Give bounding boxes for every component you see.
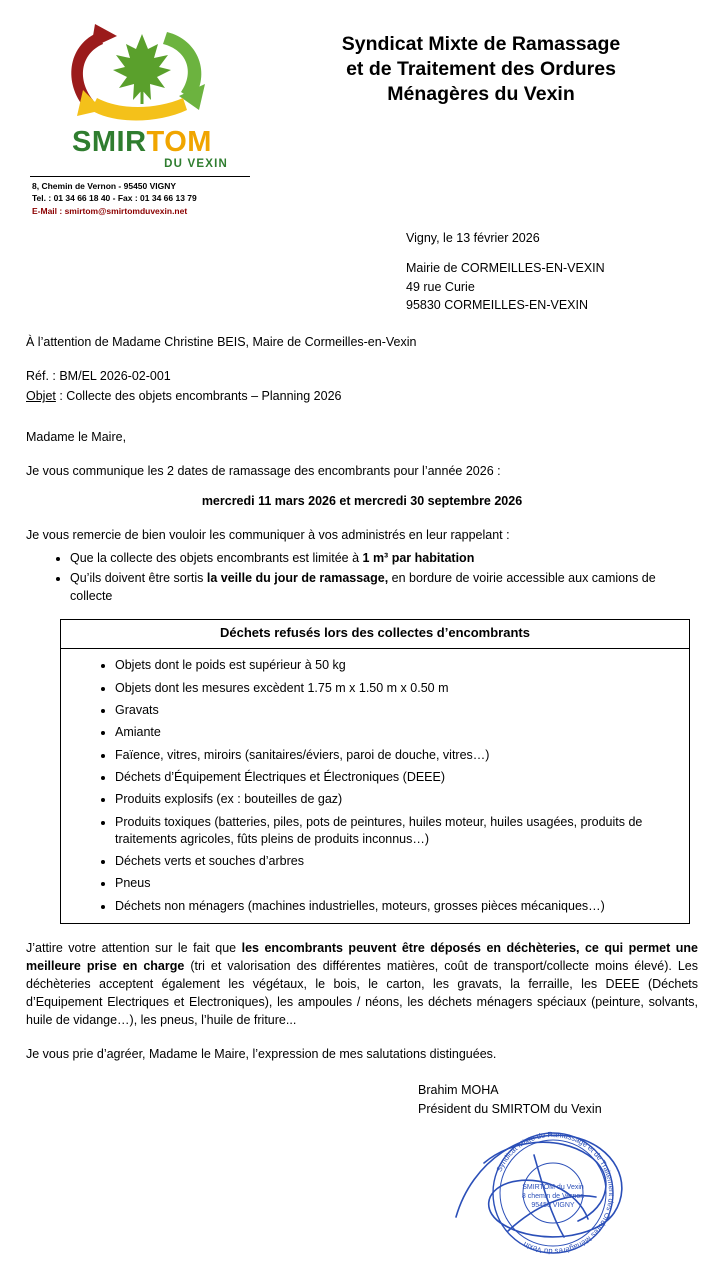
title-line-3: Ménagères du Vexin <box>387 82 575 105</box>
closing-paragraph: Je vous prie d’agréer, Madame le Maire, l’expression de mes salutations distinguées. <box>26 1047 497 1062</box>
recipient-line-2: 49 rue Curie <box>406 279 475 294</box>
object-line <box>26 387 698 405</box>
attention-line: À l’attention de Madame Christine BEIS, Maire de Cormeilles-en-Vexin <box>26 335 417 350</box>
svg-text:SMIRTOM du Vexin: SMIRTOM du Vexin <box>522 1183 584 1191</box>
svg-text:8 chemin de Vernon: 8 chemin de Vernon <box>521 1192 585 1200</box>
recipient-line-1: Mairie de CORMEILLES-EN-VEXIN <box>406 260 605 275</box>
object-value: : Collecte des objets encombrants – Planning 2026 <box>55 389 342 404</box>
letterhead <box>0 0 724 217</box>
page-title <box>264 32 698 107</box>
maple-leaf-icon <box>113 34 171 104</box>
title-line-2: et de Traitement des Ordures <box>346 57 616 80</box>
city-date: Vigny, le 13 février 2026 <box>406 230 540 245</box>
attention-post: (tri et valorisation des différentes matières, coût de transport/collecte moins élevé). Les déchèteries acceptent également les végétaux, le bois, le carton, les gravats, la ferraille, les DEEE (Déchets d’Equipement Electriques et Electroniques), les ampoules / néons, les déchets ménagers spéciaux (peinture, solvants, huile de vidange…), les pneus, l’huile de friture... <box>26 958 698 1028</box>
recipient-line-3: 95830 CORMEILLES-EN-VEXIN <box>406 298 589 313</box>
reference-line: Réf. : BM/EL 2026-02-001 <box>26 369 171 384</box>
signer-title: Président du SMIRTOM du Vexin <box>418 1102 602 1117</box>
list-item: • Amiante <box>115 724 689 741</box>
reminder-intro: Je vous remercie de bien vouloir les communiquer à vos administrés en leur rappelant : <box>26 527 510 542</box>
attention-bold: les encombrants peuvent être déposés en déchèteries, ce qui permet une meilleure prise en charge <box>26 940 698 973</box>
reminder-1-post: en bordure de voirie accessible aux camions de collecte <box>70 570 656 603</box>
title-line-1: Syndicat Mixte de Ramassage <box>341 33 621 55</box>
list-item: • Produits toxiques (batteries, piles, pots de peintures, huiles moteur, huiles usagées, produits de traitements agricoles, fûts pleins de produits inconnus…) <box>115 814 689 848</box>
reminder-0-bold: 1 m³ par habitation <box>362 551 475 566</box>
stamp-area <box>418 1119 698 1269</box>
logo-wordmark <box>26 128 258 157</box>
refused-waste-title: Déchets refusés lors des collectes d’encombrants <box>61 620 689 649</box>
recycling-arrows-icon <box>47 18 237 126</box>
dates-highlight: mercredi 11 mars 2026 et mercredi 30 septembre 2026 <box>201 493 523 508</box>
reminder-list <box>26 550 698 605</box>
intro-paragraph: Je vous communique les 2 dates de ramassage des encombrants pour l’année 2026 : <box>26 463 501 478</box>
logo-word-smir: SMIR <box>72 126 147 158</box>
reminder-1-pre: Qu’ils doivent être sortis <box>70 570 207 585</box>
list-item: • Produits explosifs (ex : bouteilles de gaz) <box>115 791 689 808</box>
logo-address: 8, Chemin de Vernon - 95450 VIGNY <box>32 181 177 191</box>
object-label: Objet <box>26 389 56 404</box>
list-item: • Pneus <box>115 875 689 892</box>
svg-text:95450 VIGNY: 95450 VIGNY <box>531 1201 575 1209</box>
logo-subtitle: DU VEXIN <box>164 158 228 170</box>
logo-divider <box>30 176 250 177</box>
reminder-0-pre: Que la collecte des objets encombrants est limitée à <box>70 551 363 566</box>
official-stamp <box>438 1121 668 1266</box>
signer-name: Brahim MOHA <box>418 1083 499 1098</box>
list-item: • Faïence, vitres, miroirs (sanitaires/éviers, paroi de douche, vitres…) <box>115 747 689 764</box>
address-area <box>0 217 724 315</box>
recipient-address <box>406 259 698 315</box>
list-item: • Objets dont le poids est supérieur à 50 kg <box>115 657 689 674</box>
salutation: Madame le Maire, <box>26 429 127 444</box>
refused-waste-box <box>60 619 690 923</box>
attention-paragraph <box>26 939 698 1030</box>
list-item <box>70 570 698 606</box>
list-item <box>70 550 698 568</box>
logo-block <box>26 18 258 217</box>
logo-word-tom: TOM <box>146 126 212 158</box>
list-item: • Objets dont les mesures excèdent 1.75 m x 1.50 m x 0.50 m <box>115 680 689 697</box>
attention-pre: J’attire votre attention sur le fait que <box>26 940 242 955</box>
reminder-1-bold: la veille du jour de ramassage, <box>206 570 389 585</box>
logo-email: E-Mail : smirtom@smirtomduvexin.net <box>32 205 188 216</box>
logo-phone: Tel. : 01 34 66 18 40 - Fax : 01 34 66 13 79 <box>32 193 197 204</box>
signature-block <box>418 1081 698 1119</box>
list-item: • Gravats <box>115 702 689 719</box>
svg-text:Syndicat Mixte de Ramassage et: Syndicat Mixte de Ramassage et de Traitement des Ordures Ménagères du Vexin <box>494 1129 617 1256</box>
title-block <box>258 18 698 107</box>
list-item: • Déchets verts et souches d’arbres <box>115 853 689 870</box>
list-item: • Déchets non ménagers (machines industrielles, moteurs, grosses pièces mécaniques…) <box>115 898 689 915</box>
list-item: • Déchets d’Équipement Électriques et Électroniques (DEEE) <box>115 769 689 786</box>
refused-waste-list <box>61 657 689 915</box>
letter-body <box>0 333 724 1269</box>
logo-contact-block <box>26 180 258 217</box>
